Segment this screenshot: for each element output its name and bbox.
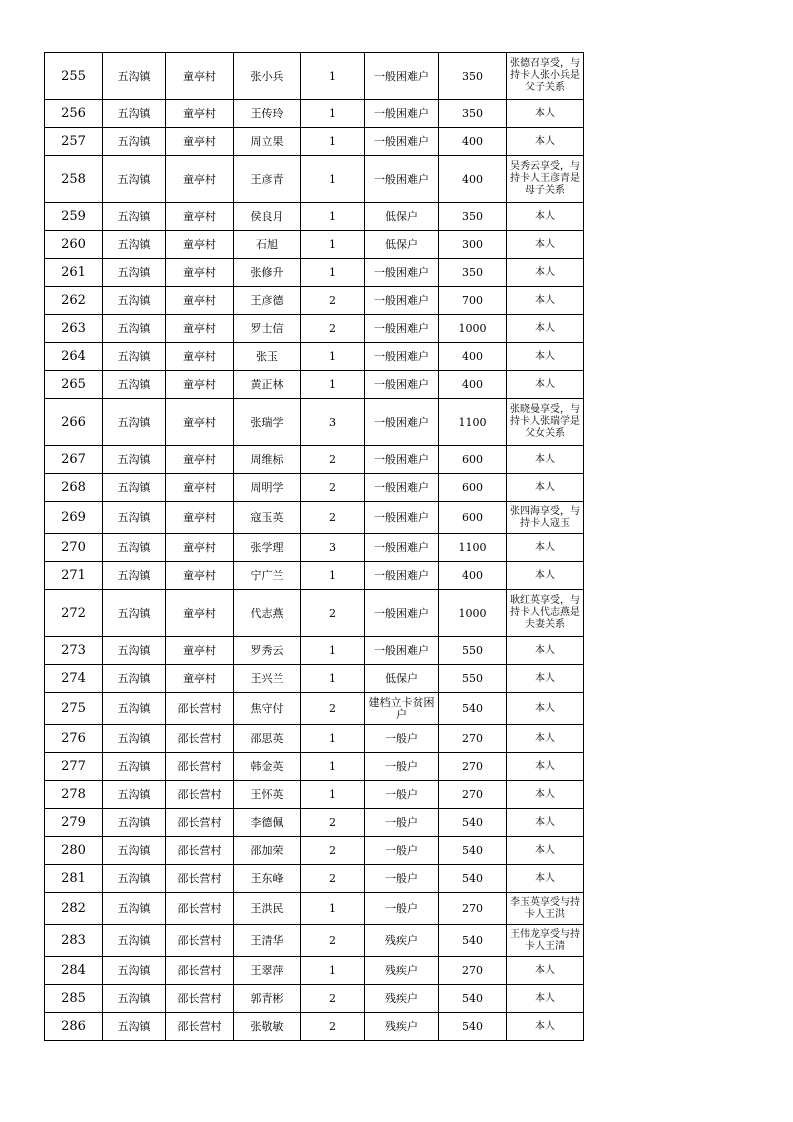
household-count-cell: 1 [301,753,365,781]
note-cell: 本人 [507,371,584,399]
table-row [45,474,584,502]
note-cell: 本人 [507,781,584,809]
town-cell: 五沟镇 [103,781,166,809]
amount-cell: 540 [439,693,507,725]
row-number: 261 [45,259,103,287]
category-cell: 一般困难户 [365,371,439,399]
household-count-cell: 1 [301,203,365,231]
name-cell: 王兴兰 [234,665,301,693]
note-cell: 本人 [507,753,584,781]
note-cell: 李玉英享受与持卡人王洪 [507,893,584,925]
name-cell: 黄正林 [234,371,301,399]
household-count-cell: 2 [301,502,365,534]
note-cell: 王伟龙享受与持卡人王清 [507,925,584,957]
table-row [45,562,584,590]
household-count-cell: 2 [301,1013,365,1041]
category-cell: 残疾户 [365,985,439,1013]
town-cell: 五沟镇 [103,343,166,371]
note-cell: 本人 [507,637,584,665]
table-row [45,665,584,693]
row-number: 277 [45,753,103,781]
row-number: 267 [45,446,103,474]
table-row [45,637,584,665]
amount-cell: 350 [439,100,507,128]
household-count-cell: 1 [301,781,365,809]
name-cell: 王传玲 [234,100,301,128]
name-cell: 张小兵 [234,53,301,100]
row-number: 260 [45,231,103,259]
category-cell: 一般困难户 [365,534,439,562]
category-cell: 一般困难户 [365,502,439,534]
row-number: 269 [45,502,103,534]
town-cell: 五沟镇 [103,693,166,725]
village-cell: 童亭村 [166,446,234,474]
household-count-cell: 1 [301,53,365,100]
name-cell: 张修升 [234,259,301,287]
amount-cell: 300 [439,231,507,259]
town-cell: 五沟镇 [103,156,166,203]
category-cell: 一般困难户 [365,315,439,343]
town-cell: 五沟镇 [103,371,166,399]
amount-cell: 400 [439,128,507,156]
amount-cell: 270 [439,781,507,809]
village-cell: 邵长营村 [166,925,234,957]
name-cell: 王清华 [234,925,301,957]
household-count-cell: 2 [301,315,365,343]
name-cell: 周立果 [234,128,301,156]
village-cell: 童亭村 [166,128,234,156]
household-count-cell: 3 [301,399,365,446]
name-cell: 周维标 [234,446,301,474]
amount-cell: 600 [439,502,507,534]
name-cell: 邵加荣 [234,837,301,865]
town-cell: 五沟镇 [103,446,166,474]
table-row [45,590,584,637]
town-cell: 五沟镇 [103,809,166,837]
name-cell: 王东峰 [234,865,301,893]
village-cell: 童亭村 [166,474,234,502]
village-cell: 邵长营村 [166,781,234,809]
household-count-cell: 1 [301,231,365,259]
note-cell: 本人 [507,287,584,315]
table-row [45,399,584,446]
household-count-cell: 1 [301,156,365,203]
village-cell: 童亭村 [166,100,234,128]
amount-cell: 550 [439,665,507,693]
town-cell: 五沟镇 [103,100,166,128]
note-cell: 本人 [507,231,584,259]
name-cell: 石旭 [234,231,301,259]
category-cell: 一般困难户 [365,259,439,287]
name-cell: 侯良月 [234,203,301,231]
category-cell: 建档立卡贫困户 [365,693,439,725]
household-count-cell: 1 [301,371,365,399]
name-cell: 罗秀云 [234,637,301,665]
table-row [45,53,584,100]
village-cell: 邵长营村 [166,893,234,925]
name-cell: 周明学 [234,474,301,502]
row-number: 272 [45,590,103,637]
table-row [45,534,584,562]
town-cell: 五沟镇 [103,231,166,259]
table-row [45,781,584,809]
table-row [45,693,584,725]
name-cell: 王彦青 [234,156,301,203]
category-cell: 残疾户 [365,957,439,985]
table-body [45,53,584,1041]
amount-cell: 540 [439,809,507,837]
town-cell: 五沟镇 [103,665,166,693]
category-cell: 一般困难户 [365,446,439,474]
category-cell: 一般户 [365,753,439,781]
name-cell: 张瑞学 [234,399,301,446]
table-row [45,259,584,287]
amount-cell: 600 [439,474,507,502]
category-cell: 残疾户 [365,925,439,957]
amount-cell: 270 [439,753,507,781]
town-cell: 五沟镇 [103,753,166,781]
town-cell: 五沟镇 [103,893,166,925]
town-cell: 五沟镇 [103,315,166,343]
household-count-cell: 1 [301,128,365,156]
village-cell: 童亭村 [166,502,234,534]
category-cell: 一般困难户 [365,128,439,156]
row-number: 271 [45,562,103,590]
note-cell: 本人 [507,343,584,371]
table-row [45,925,584,957]
village-cell: 邵长营村 [166,1013,234,1041]
row-number: 263 [45,315,103,343]
village-cell: 童亭村 [166,203,234,231]
household-count-cell: 2 [301,474,365,502]
household-count-cell: 2 [301,693,365,725]
town-cell: 五沟镇 [103,502,166,534]
amount-cell: 540 [439,925,507,957]
note-cell: 本人 [507,203,584,231]
town-cell: 五沟镇 [103,399,166,446]
table-row [45,231,584,259]
row-number: 279 [45,809,103,837]
table-row [45,865,584,893]
amount-cell: 400 [439,371,507,399]
town-cell: 五沟镇 [103,957,166,985]
category-cell: 一般困难户 [365,287,439,315]
household-count-cell: 1 [301,637,365,665]
note-cell: 本人 [507,837,584,865]
household-count-cell: 1 [301,893,365,925]
row-number: 282 [45,893,103,925]
village-cell: 童亭村 [166,343,234,371]
village-cell: 邵长营村 [166,809,234,837]
table-row [45,343,584,371]
name-cell: 张敬敏 [234,1013,301,1041]
name-cell: 张学理 [234,534,301,562]
town-cell: 五沟镇 [103,985,166,1013]
table-row [45,753,584,781]
amount-cell: 600 [439,446,507,474]
town-cell: 五沟镇 [103,725,166,753]
name-cell: 王洪民 [234,893,301,925]
town-cell: 五沟镇 [103,128,166,156]
row-number: 274 [45,665,103,693]
row-number: 273 [45,637,103,665]
note-cell: 本人 [507,1013,584,1041]
row-number: 280 [45,837,103,865]
note-cell: 吴秀云享受，与持卡人王彦青是母子关系 [507,156,584,203]
table-row [45,502,584,534]
household-count-cell: 2 [301,837,365,865]
household-count-cell: 1 [301,957,365,985]
row-number: 286 [45,1013,103,1041]
amount-cell: 540 [439,985,507,1013]
note-cell: 张德召享受，与持卡人张小兵是父子关系 [507,53,584,100]
row-number: 281 [45,865,103,893]
note-cell: 本人 [507,985,584,1013]
table-row [45,156,584,203]
name-cell: 寇玉英 [234,502,301,534]
table-row [45,203,584,231]
amount-cell: 1000 [439,315,507,343]
category-cell: 低保户 [365,231,439,259]
category-cell: 一般困难户 [365,562,439,590]
amount-cell: 400 [439,562,507,590]
town-cell: 五沟镇 [103,474,166,502]
town-cell: 五沟镇 [103,534,166,562]
household-count-cell: 2 [301,287,365,315]
note-cell: 本人 [507,100,584,128]
note-cell: 本人 [507,665,584,693]
table-row [45,957,584,985]
village-cell: 邵长营村 [166,957,234,985]
village-cell: 童亭村 [166,371,234,399]
village-cell: 童亭村 [166,665,234,693]
town-cell: 五沟镇 [103,203,166,231]
table-row [45,371,584,399]
note-cell: 本人 [507,315,584,343]
category-cell: 一般户 [365,865,439,893]
table-row [45,128,584,156]
row-number: 255 [45,53,103,100]
village-cell: 童亭村 [166,287,234,315]
town-cell: 五沟镇 [103,637,166,665]
village-cell: 邵长营村 [166,865,234,893]
row-number: 259 [45,203,103,231]
row-number: 276 [45,725,103,753]
household-count-cell: 1 [301,259,365,287]
note-cell: 张四海享受，与持卡人寇玉 [507,502,584,534]
amount-cell: 700 [439,287,507,315]
table-row [45,287,584,315]
town-cell: 五沟镇 [103,837,166,865]
row-number: 258 [45,156,103,203]
household-count-cell: 1 [301,100,365,128]
amount-cell: 540 [439,837,507,865]
note-cell: 本人 [507,562,584,590]
village-cell: 童亭村 [166,259,234,287]
village-cell: 邵长营村 [166,753,234,781]
town-cell: 五沟镇 [103,1013,166,1041]
amount-cell: 1000 [439,590,507,637]
village-cell: 童亭村 [166,534,234,562]
row-number: 283 [45,925,103,957]
amount-cell: 540 [439,865,507,893]
village-cell: 邵长营村 [166,725,234,753]
note-cell: 本人 [507,446,584,474]
name-cell: 李德佩 [234,809,301,837]
category-cell: 一般困难户 [365,53,439,100]
category-cell: 一般户 [365,893,439,925]
amount-cell: 270 [439,725,507,753]
town-cell: 五沟镇 [103,562,166,590]
category-cell: 一般户 [365,725,439,753]
note-cell: 本人 [507,534,584,562]
table-row [45,446,584,474]
relief-table [44,52,584,1041]
note-cell: 耿红英享受，与持卡人代志燕是夫妻关系 [507,590,584,637]
household-count-cell: 2 [301,446,365,474]
household-count-cell: 1 [301,725,365,753]
household-count-cell: 2 [301,809,365,837]
name-cell: 郭青彬 [234,985,301,1013]
category-cell: 一般户 [365,781,439,809]
note-cell: 本人 [507,725,584,753]
household-count-cell: 2 [301,590,365,637]
category-cell: 一般困难户 [365,156,439,203]
category-cell: 一般困难户 [365,399,439,446]
amount-cell: 540 [439,1013,507,1041]
name-cell: 韩金英 [234,753,301,781]
table-row [45,809,584,837]
row-number: 285 [45,985,103,1013]
row-number: 257 [45,128,103,156]
household-count-cell: 2 [301,925,365,957]
name-cell: 王翠萍 [234,957,301,985]
amount-cell: 400 [439,343,507,371]
row-number: 278 [45,781,103,809]
village-cell: 邵长营村 [166,693,234,725]
row-number: 256 [45,100,103,128]
note-cell: 本人 [507,259,584,287]
village-cell: 童亭村 [166,637,234,665]
amount-cell: 550 [439,637,507,665]
village-cell: 童亭村 [166,231,234,259]
note-cell: 本人 [507,957,584,985]
table-row [45,893,584,925]
row-number: 262 [45,287,103,315]
note-cell: 本人 [507,865,584,893]
household-count-cell: 2 [301,865,365,893]
village-cell: 邵长营村 [166,985,234,1013]
table-row [45,100,584,128]
table-row [45,725,584,753]
household-count-cell: 1 [301,665,365,693]
row-number: 265 [45,371,103,399]
category-cell: 一般户 [365,809,439,837]
amount-cell: 1100 [439,534,507,562]
name-cell: 王彦德 [234,287,301,315]
category-cell: 一般困难户 [365,637,439,665]
amount-cell: 350 [439,203,507,231]
village-cell: 童亭村 [166,315,234,343]
village-cell: 童亭村 [166,399,234,446]
amount-cell: 400 [439,156,507,203]
note-cell: 本人 [507,474,584,502]
town-cell: 五沟镇 [103,287,166,315]
category-cell: 一般困难户 [365,474,439,502]
note-cell: 本人 [507,809,584,837]
town-cell: 五沟镇 [103,865,166,893]
row-number: 284 [45,957,103,985]
village-cell: 童亭村 [166,53,234,100]
name-cell: 王怀英 [234,781,301,809]
name-cell: 宁广兰 [234,562,301,590]
amount-cell: 350 [439,53,507,100]
category-cell: 一般困难户 [365,100,439,128]
category-cell: 一般困难户 [365,590,439,637]
name-cell: 邵思英 [234,725,301,753]
note-cell: 张晓曼享受，与持卡人张瑞学是父女关系 [507,399,584,446]
name-cell: 罗士信 [234,315,301,343]
village-cell: 童亭村 [166,590,234,637]
note-cell: 本人 [507,128,584,156]
household-count-cell: 3 [301,534,365,562]
row-number: 264 [45,343,103,371]
town-cell: 五沟镇 [103,53,166,100]
town-cell: 五沟镇 [103,925,166,957]
amount-cell: 1100 [439,399,507,446]
household-count-cell: 1 [301,562,365,590]
table-row [45,837,584,865]
table-row [45,315,584,343]
name-cell: 张玉 [234,343,301,371]
household-count-cell: 1 [301,343,365,371]
category-cell: 一般困难户 [365,343,439,371]
category-cell: 残疾户 [365,1013,439,1041]
row-number: 266 [45,399,103,446]
amount-cell: 350 [439,259,507,287]
village-cell: 童亭村 [166,156,234,203]
table-row [45,985,584,1013]
name-cell: 焦守付 [234,693,301,725]
row-number: 275 [45,693,103,725]
name-cell: 代志燕 [234,590,301,637]
row-number: 270 [45,534,103,562]
town-cell: 五沟镇 [103,259,166,287]
category-cell: 低保户 [365,203,439,231]
amount-cell: 270 [439,957,507,985]
household-count-cell: 2 [301,985,365,1013]
note-cell: 本人 [507,693,584,725]
amount-cell: 270 [439,893,507,925]
row-number: 268 [45,474,103,502]
table-row [45,1013,584,1041]
category-cell: 低保户 [365,665,439,693]
category-cell: 一般户 [365,837,439,865]
town-cell: 五沟镇 [103,590,166,637]
village-cell: 邵长营村 [166,837,234,865]
village-cell: 童亭村 [166,562,234,590]
